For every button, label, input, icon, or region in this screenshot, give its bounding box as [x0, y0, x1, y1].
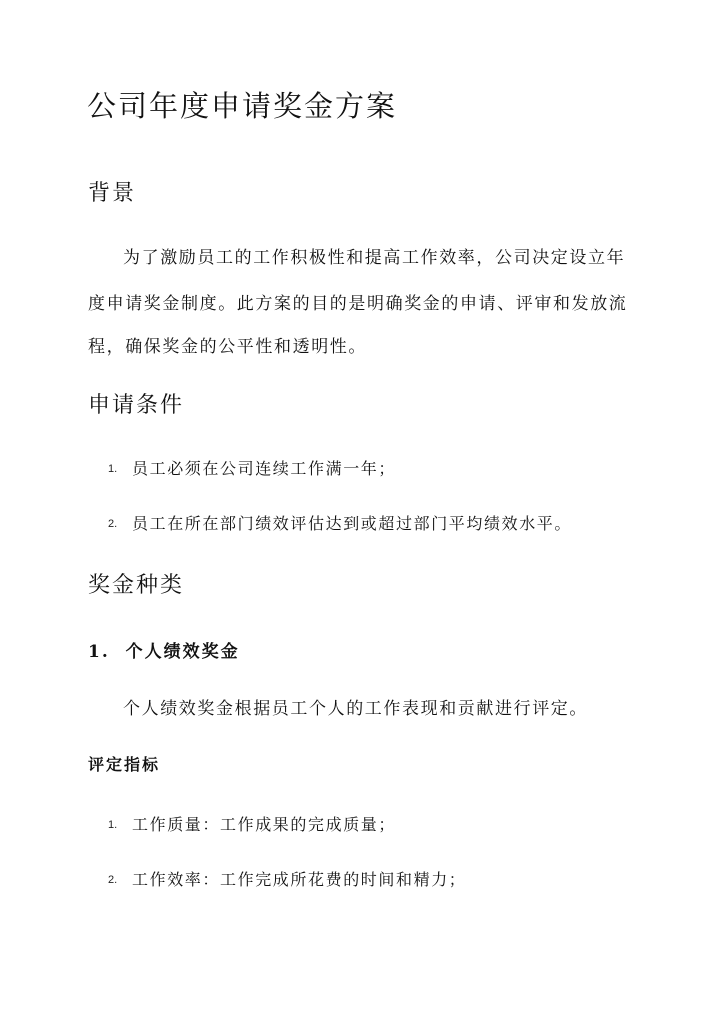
- criteria-item-1-text: 工作质量：工作成果的完成质量；: [132, 815, 397, 834]
- conditions-item-1-number: 1.: [108, 463, 118, 475]
- criteria-item-2-text: 工作效率：工作完成所花费的时间和精力；: [132, 870, 467, 889]
- criteria-item-2-number: 2.: [108, 874, 118, 886]
- conditions-item-1-text: 员工必须在公司连续工作满一年；: [132, 459, 397, 478]
- individual-bonus-paragraph: 个人绩效奖金根据员工个人的工作表现和贡献进行评定。: [123, 699, 588, 719]
- section-heading-background: 背景: [88, 181, 137, 206]
- subsection-heading-individual-bonus: 1. 个人绩效奖金: [88, 642, 240, 662]
- document-title: 公司年度申请奖金方案: [87, 89, 398, 123]
- section-heading-conditions: 申请条件: [88, 393, 185, 418]
- background-paragraph-line-2: 度申请奖金制度。此方案的目的是明确奖金的申请、评审和发放流: [88, 294, 628, 314]
- section-heading-bonus-types: 奖金种类: [88, 573, 185, 598]
- criteria-heading: 评定指标: [88, 755, 161, 774]
- background-paragraph-line-3: 程，确保奖金的公平性和透明性。: [88, 337, 367, 357]
- conditions-item-2-number: 2.: [108, 518, 118, 530]
- conditions-item-2-text: 员工在所在部门绩效评估达到或超过部门平均绩效水平。: [132, 514, 573, 533]
- criteria-item-1-number: 1.: [108, 819, 118, 831]
- background-paragraph-line-1: 为了激励员工的工作积极性和提高工作效率，公司决定设立年: [123, 248, 626, 268]
